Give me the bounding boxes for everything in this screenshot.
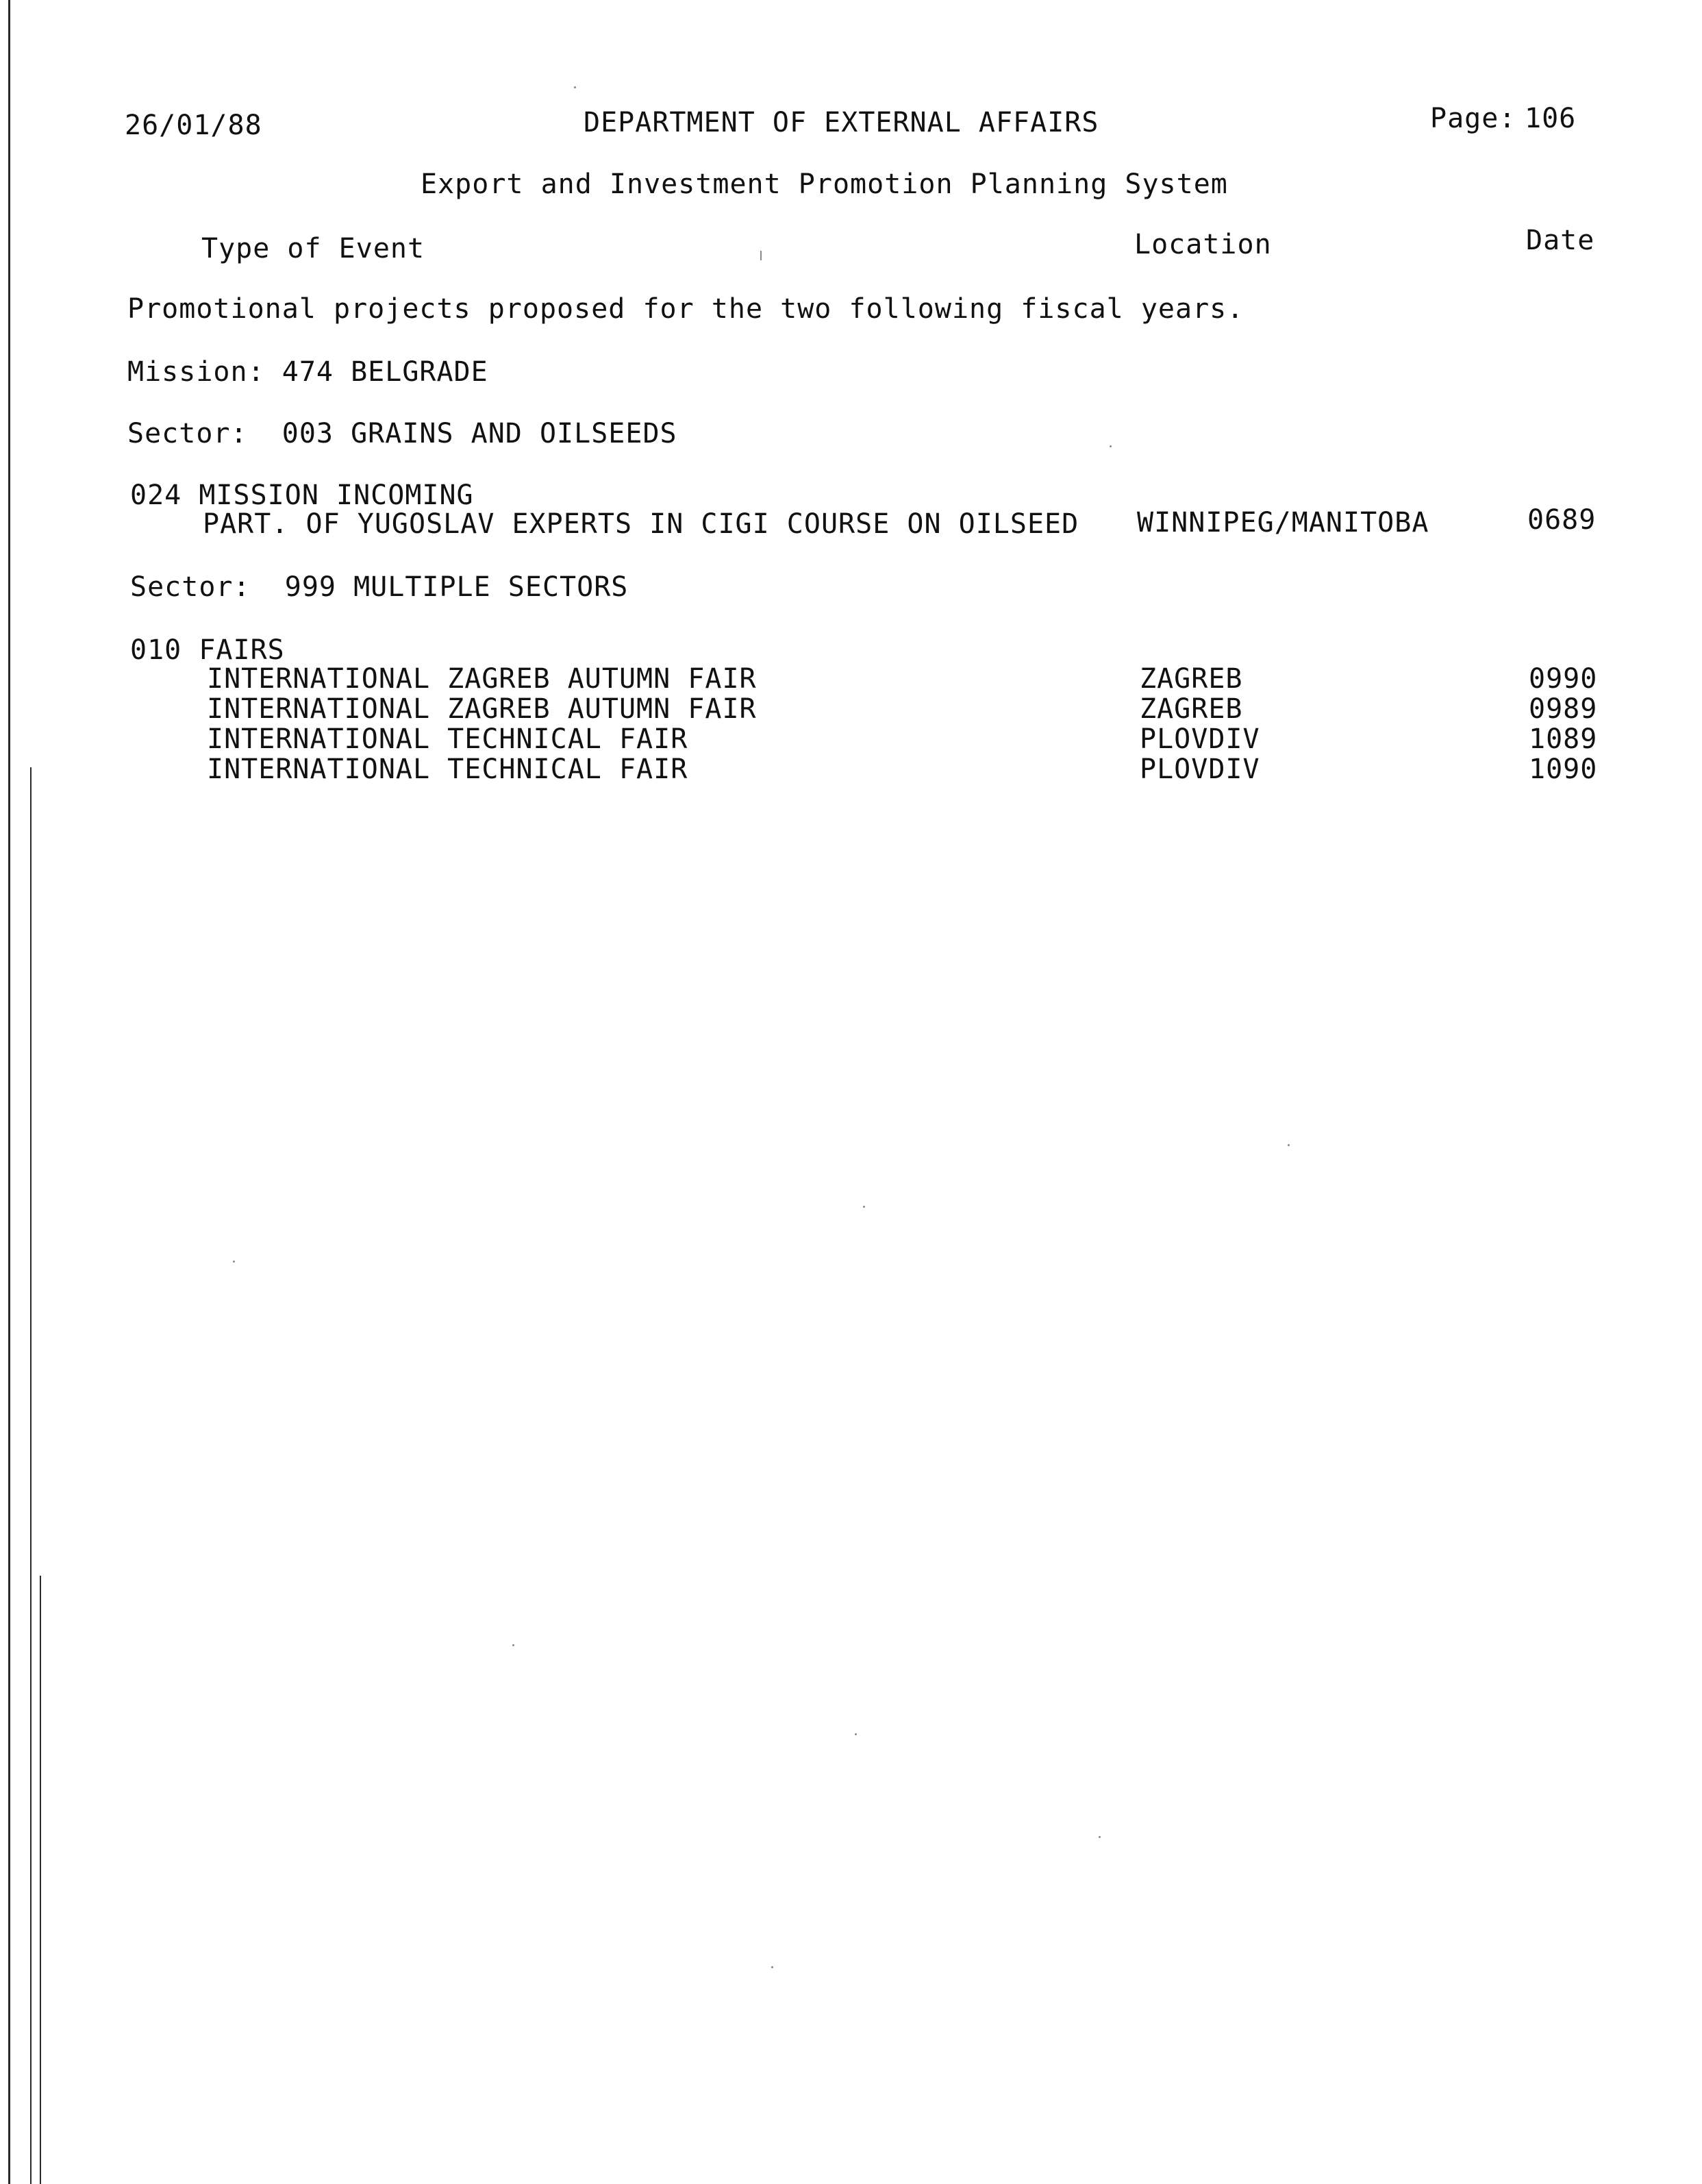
- scan-speck: [863, 1206, 865, 1208]
- event-location: ZAGREB: [1140, 693, 1243, 725]
- column-header-date: Date: [1526, 225, 1595, 256]
- scan-speck: [512, 1644, 514, 1646]
- scan-edge-line: [30, 767, 32, 2184]
- page-number: 106: [1525, 103, 1577, 134]
- scan-edge-line: [8, 0, 10, 2184]
- event-date: 0990: [1529, 663, 1598, 695]
- intro-text: Promotional projects proposed for the two following fiscal years.: [127, 293, 1244, 325]
- scan-speck: [855, 1733, 857, 1735]
- sector-heading: Sector: 999 MULTIPLE SECTORS: [130, 571, 629, 603]
- mission-line: Mission: 474 BELGRADE: [127, 356, 488, 388]
- event-location: WINNIPEG/MANITOBA: [1137, 507, 1429, 538]
- report-subtitle: Export and Investment Promotion Planning System: [421, 169, 1228, 200]
- scan-speck: [1110, 445, 1112, 447]
- scan-speck: [574, 86, 576, 88]
- department-title: DEPARTMENT OF EXTERNAL AFFAIRS: [584, 107, 1099, 138]
- event-group-heading: 024 MISSION INCOMING: [130, 480, 474, 511]
- event-group-heading: 010 FAIRS: [130, 634, 285, 666]
- scan-edge-line: [40, 1576, 41, 2184]
- event-name: PART. OF YUGOSLAV EXPERTS IN CIGI COURSE ON OILSEED: [203, 508, 1079, 540]
- scan-speck: [1099, 1836, 1101, 1838]
- event-date: 0989: [1529, 693, 1598, 725]
- event-name: INTERNATIONAL TECHNICAL FAIR: [207, 754, 688, 785]
- scan-speck: [233, 1261, 235, 1263]
- sector-heading: Sector: 003 GRAINS AND OILSEEDS: [127, 418, 677, 449]
- scan-speck: [1288, 1144, 1290, 1146]
- event-name: INTERNATIONAL ZAGREB AUTUMN FAIR: [207, 663, 757, 695]
- event-location: PLOVDIV: [1140, 723, 1260, 755]
- scan-speck: [760, 251, 762, 260]
- event-date: 1090: [1529, 754, 1598, 785]
- column-header-type-of-event: Type of Event: [201, 233, 425, 264]
- event-location: PLOVDIV: [1140, 754, 1260, 785]
- event-date: 1089: [1529, 723, 1598, 755]
- event-date: 0689: [1527, 504, 1597, 536]
- page-label: Page:: [1430, 103, 1516, 134]
- report-date: 26/01/88: [125, 110, 262, 141]
- event-location: ZAGREB: [1140, 663, 1243, 695]
- scan-speck: [771, 1966, 773, 1968]
- event-name: INTERNATIONAL TECHNICAL FAIR: [207, 723, 688, 755]
- event-name: INTERNATIONAL ZAGREB AUTUMN FAIR: [207, 693, 757, 725]
- column-header-location: Location: [1134, 229, 1272, 260]
